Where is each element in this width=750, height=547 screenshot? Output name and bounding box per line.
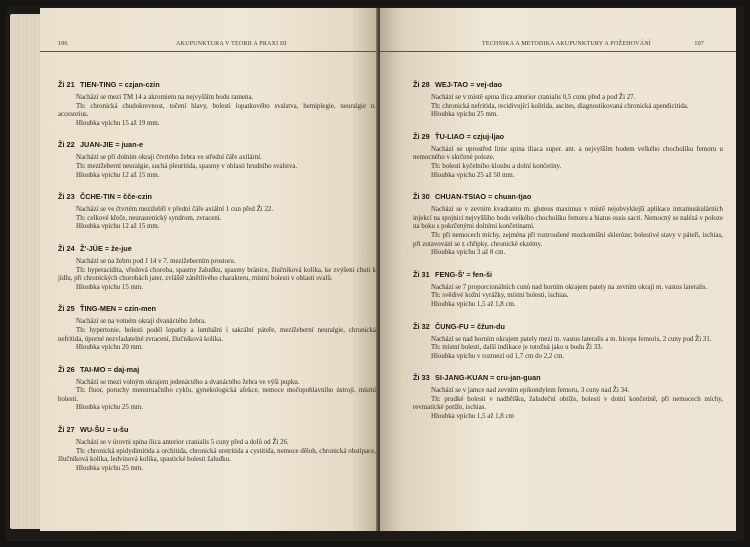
acupoint-name: JUAN-JIE = juan-e (80, 140, 144, 150)
location-text: Nachází se v úrovni spina ilica anterior cranialis 5 cuny před a dolů od Ži 26. (76, 439, 289, 447)
acupoint-entry (413, 373, 723, 421)
needle-depth-text: Hloubka vpichu 1,5 až 1,8 cm (431, 413, 514, 421)
acupoint-heading (413, 322, 723, 331)
left-running-title: AKUPUNKTURA V TEORII A PRAXI III (176, 41, 287, 47)
acupoint-name: TIEN-TING = czjan-czin (80, 80, 160, 89)
needle-depth-text: Hloubka vpichu 12 až 15 mm. (76, 223, 160, 231)
acupoint-entry (413, 322, 723, 362)
acupoint-name: SI-JANG-KUAN = cru-jan-guan (435, 373, 541, 383)
acupoint-heading (58, 192, 376, 201)
needle-depth-text: Hloubka vpichu 25 až 50 mm. (431, 171, 515, 179)
therapy-text: Th: chronická epidydimitida a orchitida, chronická uretritida a cystitida, nemoce děloh, chronická obstipace, žlučníková kolika, ledvinová kolika, spastické bolesti žaludku. (58, 447, 376, 464)
acupoint-code: Ži 28 (413, 80, 430, 89)
acupoint-heading (58, 365, 376, 374)
right-running-title: TECHNIKA A METODIKA AKUPUNKTURY A POŽEHOVÁNÍ (482, 41, 651, 47)
location-text: Nachází se v místě spina ilica anterior cranialis 0,5 cunu před a pod Ži 27. (431, 94, 636, 101)
acupoint-heading (58, 140, 376, 149)
acupoint-code: Ži 22 (58, 140, 75, 150)
acupoint-name: ČUNG-FU = čžun-du (435, 321, 505, 331)
left-page-number: 106 (58, 41, 68, 47)
left-running-head (40, 39, 378, 52)
acupoint-code: Ži 31 (413, 269, 430, 279)
acupoint-heading (58, 244, 376, 253)
page-edges (10, 14, 40, 529)
acupoint-code: Ži 30 (413, 192, 430, 202)
right-page-content (413, 80, 723, 434)
acupoint-heading (413, 192, 723, 201)
acupoint-name: ČCHE-TIN = čče-czin (80, 192, 152, 202)
acupoint-name: ŤING-MEN = czin-men (80, 304, 157, 314)
acupoint-entry (58, 425, 376, 473)
acupoint-entry (413, 192, 723, 258)
acupoint-entry (58, 304, 376, 352)
therapy-text: Th: hypertonie, bolesti podél lopatky a lumbální i sakrální páteře, mezižeberní neuralgie, chronická nefritida, úporné nezvladatelné zvracení, žlučníková kolika. (58, 326, 376, 343)
location-text: Nachází se nad horním okrajem pately mezi m. vastus lateralis a m. biceps femoris, 2 cuny pod Ži 31. (431, 335, 712, 343)
location-text: Nachází se v zevním kvadrantu m. gluteus maximus v místě nejobvyklejší aplikace intramuskulárních injekcí na spojnici nejvyššího bodu velkého chocholíku femoru a hiatus ossis sacri. Nemocný se nalézá v poloze na boku s pokrčenými dolními končetinami. (413, 206, 723, 231)
acupoint-name: ŤU-LIAO = czjuj-ljao (435, 131, 505, 141)
acupoint-heading (58, 80, 376, 89)
location-text: Nachází se při dolním okraji čtvrtého žebra ve střední čáře axilární. (76, 154, 262, 162)
therapy-text: Th: místní bolesti, další indikace je totožná jako u bodu Ži 33. (431, 344, 603, 352)
needle-depth-text: Hloubka vpichu 1,5 až 1,8 cm. (431, 300, 516, 308)
right-running-head (380, 39, 736, 52)
therapy-text: Th: mezižeberní neuralgie, suchá pleuritida, spasmy v oblasti hrudního svalstva. (76, 162, 298, 170)
acupoint-heading (413, 270, 723, 279)
location-text: Nachází se 7 proporcionálních cunů nad horním okrajem pately na zevním okraji m. vastus lateralis. (431, 283, 708, 291)
acupoint-entry (413, 80, 723, 120)
therapy-text: Th: bolesti kyčelního kloubu a dolní končetiny. (431, 162, 562, 170)
left-page (40, 8, 378, 531)
acupoint-entry (58, 192, 376, 232)
acupoint-code: Ži 24 (58, 243, 75, 253)
acupoint-name: CHUAN-TSIAO = chuan-tjao (435, 192, 532, 202)
acupoint-code: Ži 21 (58, 80, 75, 89)
needle-depth-text: Hloubka vpichu 15 až 19 mm. (76, 119, 160, 127)
location-text: Nachází se v jamce nad zevním epikondylem femoru, 3 cuny nad Ži 34. (431, 387, 630, 395)
needle-depth-text: Hloubka vpichu 20 mm. (76, 344, 143, 352)
therapy-text: Th: hyperacidita, vředová choroba, spasmy žaludku, spasmy bránice, žlučníková kolika, ke zvýšení chuti k jídlu, při chronických chorobách jater, zvláště zánětlivého charakteru, místní bolesti v oblasti svalů. (58, 266, 376, 283)
therapy-text: Th: chronická chudokrevnost, točení hlavy, bolesti lopatkového svalstva, hemiplegie, neuralgie n. accesorius. (58, 102, 376, 119)
right-page (380, 8, 736, 531)
acupoint-heading (413, 132, 723, 141)
location-text: Nachází se mezi TM 14 a akromiem na nejvyšším bodu ramena. (76, 94, 254, 101)
acupoint-entry (58, 365, 376, 413)
location-text: Nachází se na žebru pod J 14 v 7. mezižeberním prostoru. (76, 257, 236, 265)
acupoint-heading (413, 80, 723, 89)
acupoint-entry (58, 80, 376, 128)
acupoint-entry (413, 132, 723, 180)
left-page-content (58, 80, 376, 485)
acupoint-entry (58, 140, 376, 180)
therapy-text: Th: chronická nefritida, recidivující kolitida, ascites, diagnostikovaná chronická apendicitida. (431, 102, 689, 110)
acupoint-code: Ži 33 (413, 373, 430, 383)
acupoint-code: Ži 32 (413, 321, 430, 331)
acupoint-name: TAI-MO = daj-maj (80, 364, 140, 374)
needle-depth-text: Hloubka vpichu 25 mm. (76, 404, 143, 412)
right-page-number: 107 (694, 41, 704, 47)
therapy-text: Th: svědivé kožní vyrážky, místní bolesti, ischias. (431, 292, 569, 300)
needle-depth-text: Hloubka vpichu 25 mm. (76, 464, 143, 472)
acupoint-heading (413, 373, 723, 382)
acupoint-code: Ži 25 (58, 304, 75, 314)
acupoint-entry (58, 244, 376, 292)
therapy-text: Th: fluor, poruchy menstruačního cyklu, gynekologická afekce, nemoce močopohlavního ústrojí, místní bolesti. (58, 387, 376, 403)
needle-depth-text: Hloubka vpichu 12 až 15 mm. (76, 171, 160, 179)
location-text: Nachází se na volném okraji dvanáctého žebra. (76, 318, 206, 326)
acupoint-name: Ž'-JÜE = že-jue (80, 243, 132, 253)
needle-depth-text: Hloubka vpichu 15 mm. (76, 283, 143, 291)
acupoint-entry (413, 270, 723, 310)
needle-depth-text: Hloubka vpichu v rozmezí od 1,7 cm do 2,2 cm. (431, 352, 565, 360)
location-text: Nachází se uprostřed linie spina iliaca super. ant. a nejvyšším hodem velkého chocholíku femoru u nemocného v skrčené poloze. (413, 145, 723, 162)
acupoint-heading (58, 425, 376, 434)
acupoint-name: WU-ŠU = u-šu (80, 425, 129, 435)
therapy-text: Th: celkové křeče, neurastenický syndrom, zvracení. (76, 214, 222, 222)
acupoint-heading (58, 304, 376, 313)
location-text: Nachází se mezi volným okrajem jedenáctého a dvanáctého žebra ve výši pupku. (76, 378, 300, 386)
acupoint-code: Ži 29 (413, 131, 430, 141)
acupoint-code: Ži 26 (58, 364, 75, 374)
needle-depth-text: Hloubka vpichu 3 až 8 cm. (431, 249, 506, 257)
acupoint-code: Ži 23 (58, 192, 75, 202)
acupoint-name: WEJ-TAO = vej-dao (435, 80, 502, 89)
therapy-text: Th: prudké bolesti v nadbřišku, žaludeční obtíže, bolesti v dolní končetině, při nemocech míchy, revmatické potíže, ischias. (413, 395, 723, 412)
acupoint-name: FENG-Š' = fen-ši (435, 269, 493, 279)
needle-depth-text: Hloubka vpichu 25 mm. (431, 111, 498, 119)
therapy-text: Th: při nemocech míchy, zejména při roztroušené mozkomíšní skleróze; bolestivé stavy v páteři, ischias, při zotavování se z chřipky, chronické ekzémy. (413, 231, 723, 248)
acupoint-code: Ži 27 (58, 425, 75, 435)
location-text: Nachází se ve čtvrtém mezižebří v přední čáře axiální 1 cun před Ži 22. (76, 206, 274, 214)
